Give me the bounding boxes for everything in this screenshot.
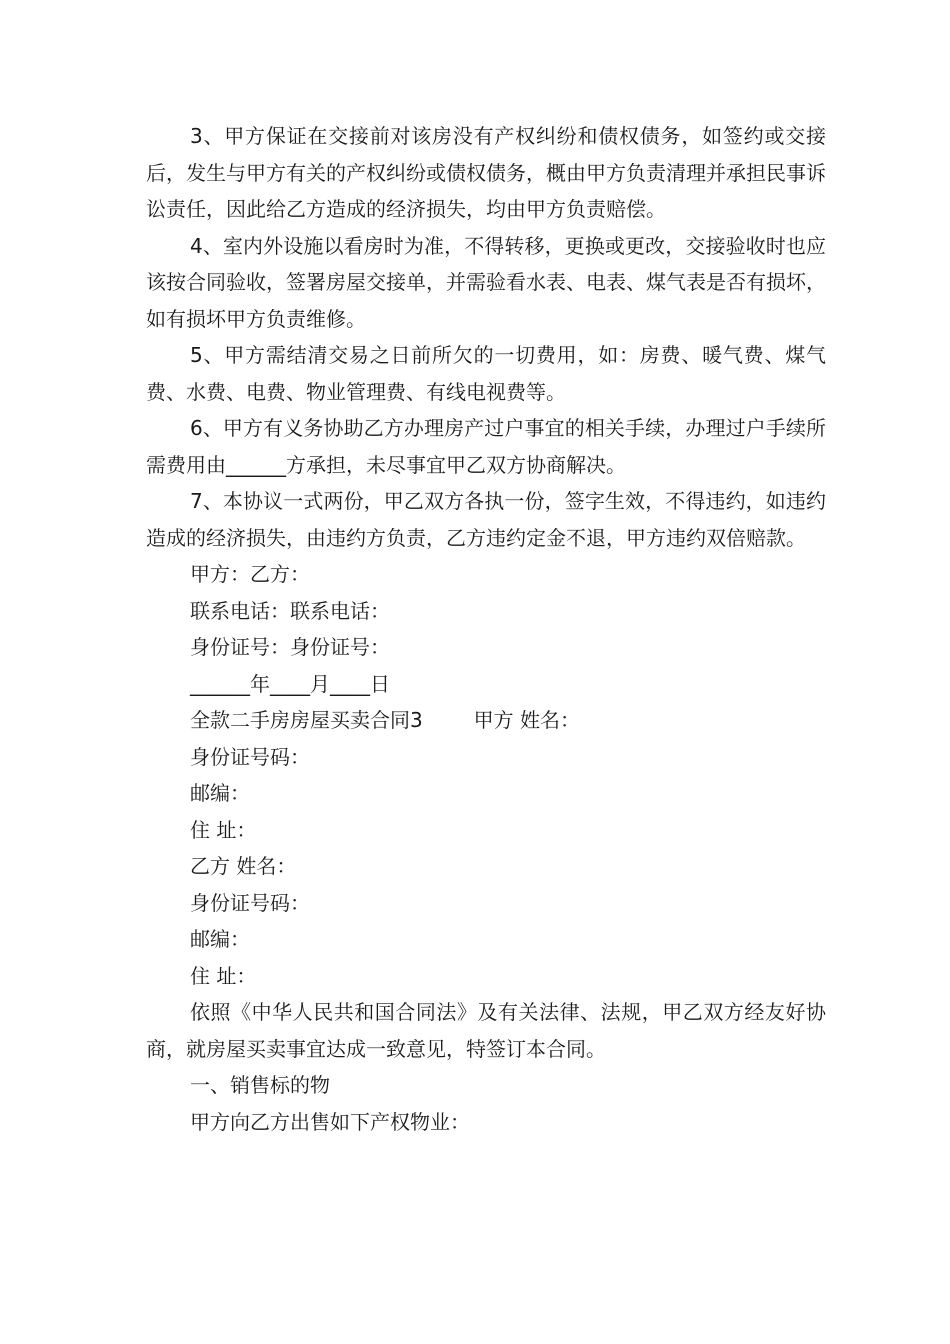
signature-ids: 身份证号：身份证号： <box>190 635 390 659</box>
clause-4: 4、室内外设施以看房时为准，不得转移，更换或更改，交接验收时也应该按合同验收，签署房屋交接单，并需验看水表、电表、煤气表是否有损坏，如有损坏甲方负责维修。 <box>146 233 826 331</box>
contract-preamble: 依照《中华人民共和国合同法》及有关法律、法规，甲乙双方经友好协商，就房屋买卖事宜达成一致意见，特签订本合同。 <box>146 1000 826 1061</box>
party-a-postcode-label: 邮编： <box>190 781 250 805</box>
clause-6: 6、甲方有义务协助乙方办理房产过户事宜的相关手续，办理过户手续所需费用由______方承担，未尽事宜甲乙双方协商解决。 <box>146 416 826 477</box>
party-a-address-label: 住 址： <box>190 817 257 842</box>
contract3-heading: 全款二手房房屋买卖合同3 甲方 姓名： <box>190 708 580 732</box>
party-b-postcode-label: 邮编： <box>190 927 250 951</box>
clause-3: 3、甲方保证在交接前对该房没有产权纠纷和债权债务，如签约或交接后，发生与甲方有关的产权纠纷或债权债务，概由甲方负责清理并承担民事诉讼责任，因此给乙方造成的经济损失，均由甲方负责赔偿。 <box>146 124 826 221</box>
signature-phones: 联系电话：联系电话： <box>190 598 390 623</box>
signature-parties: 甲方：乙方： <box>190 562 310 586</box>
section1-title: 一、销售标的物 <box>190 1073 330 1097</box>
signature-date: ______年____月____日 <box>190 671 390 696</box>
party-b-id-label: 身份证号码： <box>190 890 310 915</box>
section1-text: 甲方向乙方出售如下产权物业： <box>190 1109 470 1134</box>
party-a-id-label: 身份证号码： <box>190 744 310 769</box>
document-body <box>146 118 826 1140</box>
clause-7: 7、本协议一式两份，甲乙双方各执一份，签字生效，不得违约，如违约造成的经济损失，由违约方负责，乙方违约定金不退，甲方违约双倍赔款。 <box>146 489 826 550</box>
party-b-address-label: 住 址： <box>190 963 257 988</box>
party-b-name-label: 乙方 姓名： <box>190 854 297 878</box>
clause-5: 5、甲方需结清交易之日前所欠的一切费用，如：房费、暖气费、煤气费、水费、电费、物业管理费、有线电视费等。 <box>146 343 826 404</box>
